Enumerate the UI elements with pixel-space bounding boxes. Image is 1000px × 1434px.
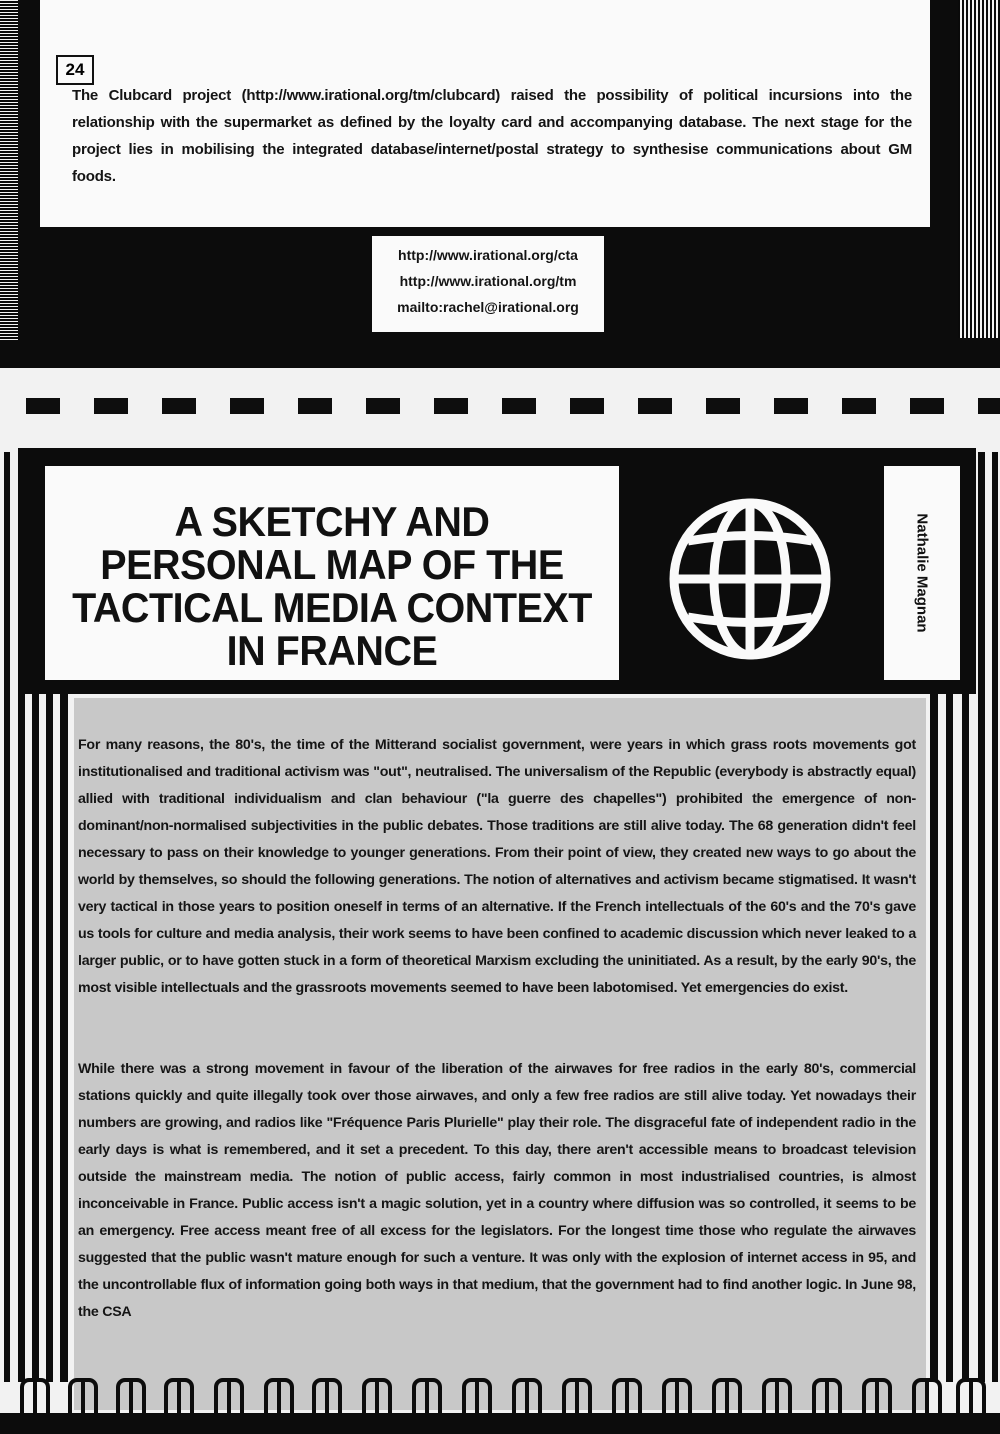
binding-coil — [68, 1378, 98, 1418]
stripe-left-5 — [60, 690, 68, 1382]
binding-coil — [562, 1378, 592, 1418]
article-paragraph-1: For many reasons, the 80's, the time of the Mitterand socialist government, were years in which grass roots movements got institutionalised and traditional activism was "out", neutralised. The universalism of the Republic (everybody is abstractly equal) allied with traditional individualism and clan behaviour ("la guerre des chapelles") prohibited the emergence of non-dominant/non-normalised subjectivities in the public debates. Those traditions are still alive today. The 68 generation didn't feel necessary to pass on their knowledge to younger generations. From their point of view, they created new ways to go about the world by themselves, so should the following generations. The notion of alternatives and activism became stigmatised. It wasn't very tactical in those years to position oneself in terms of an alternative. If the French intellectuals of the 60's and the 70's gave us tools for culture and media analysis, their work seems to have been confined to academic discussion which never leaked to a larger public, or to have gotten stuck in a form of theoretical Marxism excluding the uninitiated. As a result, by the early 90's, the most visible intellectuals and the grassroots movements seemed to have been labotomised. Yet emergencies do exist. — [78, 737, 916, 996]
top-paragraph: The Clubcard project (http://www.irational.org/tm/clubcard) raised the possibility of political incursions into the relationship with the supermarket as defined by the loyalty card and accompanying database. The next stage for the project lies in mobilising the integrated database/internet/postal strategy to synthesise communications about GM foods. — [72, 87, 912, 185]
binding-coil — [264, 1378, 294, 1418]
binding-coil — [662, 1378, 692, 1418]
binding-coil — [362, 1378, 392, 1418]
right-barcode-strip — [958, 0, 1000, 338]
binding-coil — [812, 1378, 842, 1418]
article-title: A SKETCHY AND PERSONAL MAP OF THE TACTICAL MEDIA CONTEXT IN FRANCE — [72, 498, 592, 674]
stripe-left-3 — [32, 690, 39, 1382]
binding-coil — [912, 1378, 942, 1418]
stripe-left-2 — [18, 452, 25, 1382]
binding-coil — [20, 1378, 50, 1418]
author-name: Nathalie Magnan — [913, 513, 931, 633]
link-tm[interactable]: http://www.irational.org/tm — [399, 273, 577, 289]
spiral-binding — [0, 1375, 1000, 1434]
article-paragraph-2: While there was a strong movement in favour of the liberation of the airwaves for free radios in the early 80's, commercial stations quickly and quite illegally took over those airwaves, and only a few free radios are still alive today. Yet nowadays their numbers are growing, and radios like "Fréquence Paris Plurielle" play their role. The disgraceful fate of independent radio in the early days is what is remembered, and it set a precedent. To this day, there aren't accessible means to broadcast television outside the mainstream media. The notion of public access, fairly common in most industrialised countries, is almost inconceivable in France. Public access isn't a magic solution, yet in a country where diffusion was so controlled, it seems to be an emergency. Free access meant free of all excess for the legislators. For the longest time those who regulate the airwaves suggested that the public wasn't mature enough for such a venture. It was only with the explosion of internet access in 95, and the uncontrollable flux of information going both ways in that medium, that the government had to find another logic. In June 98, the CSA — [78, 1061, 916, 1320]
binding-coil — [412, 1378, 442, 1418]
binding-coil — [762, 1378, 792, 1418]
binding-coil — [612, 1378, 642, 1418]
binding-base — [0, 1413, 1000, 1434]
link-mailto[interactable]: mailto:rachel@irational.org — [397, 299, 579, 315]
stripe-right-4 — [978, 452, 985, 1382]
stripe-right-3 — [962, 452, 969, 1382]
stripe-left-1 — [4, 452, 10, 1382]
binding-coil — [312, 1378, 342, 1418]
binding-coil — [712, 1378, 742, 1418]
stripe-left-4 — [46, 690, 53, 1382]
dashed-separator — [0, 398, 1000, 414]
left-barcode-strip — [0, 0, 18, 340]
title-box — [45, 466, 619, 680]
stripe-right-2 — [946, 690, 953, 1382]
stripe-right-1 — [930, 690, 938, 1382]
page-number: 24 — [56, 55, 94, 85]
globe-icon — [664, 496, 836, 662]
binding-coil — [862, 1378, 892, 1418]
author-box — [884, 466, 960, 680]
binding-coil — [462, 1378, 492, 1418]
link-cta[interactable]: http://www.irational.org/cta — [398, 247, 578, 263]
stripe-right-5 — [992, 452, 998, 1382]
links-box — [372, 236, 604, 332]
binding-coil — [214, 1378, 244, 1418]
binding-coil — [116, 1378, 146, 1418]
binding-coil — [512, 1378, 542, 1418]
binding-coil — [164, 1378, 194, 1418]
binding-coil — [956, 1378, 986, 1418]
